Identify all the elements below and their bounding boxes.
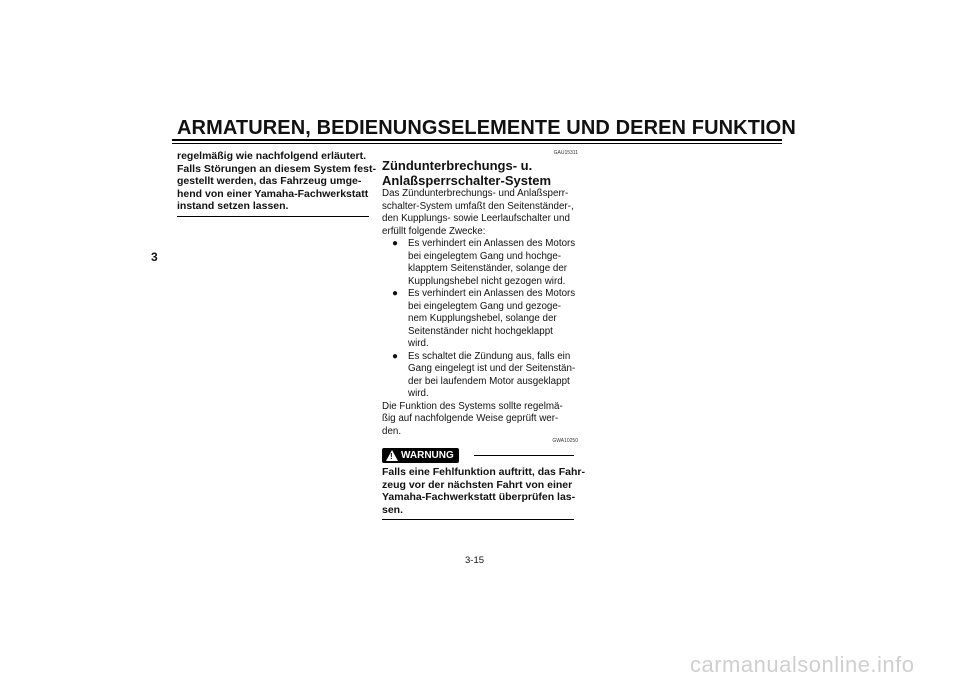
body-line: Kupplungshebel nicht gezogen wird.: [408, 275, 566, 287]
body-line: nem Kupplungshebel, solange der: [408, 313, 557, 324]
bullet-dot-icon: ●: [392, 350, 399, 362]
left-text-line: regelmäßig wie nachfolgend erläutert.: [177, 150, 367, 162]
body-line: Seitenständer nicht hochgeklappt: [408, 325, 553, 337]
left-text-line: gestellt werden, das Fahrzeug umge-: [177, 175, 362, 188]
right-column: [382, 150, 586, 520]
bullet-item: [382, 351, 578, 401]
body-line: Die Funktion des Systems sollte regelmä-: [382, 400, 563, 412]
body-line: ßig auf nachfolgende Weise geprüft wer-: [382, 413, 559, 424]
left-text-line: instand setzen lassen.: [177, 200, 289, 213]
section-heading-line: Zündunterbrechungs- u.: [382, 158, 533, 173]
left-column-rule: [177, 216, 369, 217]
body-line: klapptem Seitenständer, solange der: [408, 263, 568, 274]
warning-label: WARNUNG: [401, 450, 454, 461]
left-text-line: hend von einer Yamaha-Fachwerkstatt: [177, 187, 369, 200]
bullet-dot-icon: ●: [392, 288, 399, 299]
body-line: wird.: [408, 388, 429, 399]
warning-header-rule: [474, 455, 574, 456]
body-line: bei eingelegtem Gang und gezoge-: [408, 300, 562, 312]
bullet-item: [382, 288, 578, 351]
body-line: Es verhindert ein Anlassen des Motors: [408, 238, 576, 249]
body-line: bei eingelegtem Gang und hochge-: [408, 250, 562, 262]
body-line: Das Zündunterbrechungs- und Anlaßsperr-: [382, 188, 569, 199]
section-heading-line: Anlaßsperrschalter-System: [382, 172, 552, 188]
body-line: erfüllt folgende Zwecke:: [382, 225, 486, 237]
page-number: 3-15: [465, 555, 485, 566]
body-line: den.: [382, 425, 402, 437]
title-rule-thick: [172, 139, 782, 141]
body-line: schalter-System umfaßt den Seitenständer-,: [382, 200, 574, 212]
warning-text: [382, 466, 586, 516]
warning-exclamation-icon: !: [390, 452, 393, 461]
body-line: den Kupplungs- sowie Leerlaufschalter und: [382, 213, 570, 224]
left-column: [177, 150, 376, 213]
left-text-line: Falls Störungen an diesem System fest-: [177, 162, 376, 175]
warning-line: sen.: [382, 503, 404, 516]
warning-line: Falls eine Fehlfunktion auftritt, das Fahr-: [382, 466, 586, 478]
warning-badge: [382, 448, 459, 463]
warning-bottom-rule: [382, 519, 574, 520]
bullet-dot-icon: ●: [392, 238, 399, 249]
body-line: der bei laufendem Motor ausgeklappt: [408, 375, 570, 387]
warning-header: [382, 448, 578, 466]
bullet-list: [382, 238, 578, 401]
warning-code: GWA10250: [552, 438, 578, 444]
section-code: GAU15311: [553, 150, 578, 156]
body-line: wird.: [408, 338, 429, 349]
intro-paragraph: [382, 188, 578, 238]
page-title: ARMATUREN, BEDIENUNGSELEMENTE UND DEREN FUNKTION: [177, 117, 796, 139]
watermark: carmanualsonline.info: [690, 652, 915, 677]
body-line: Es verhindert ein Anlassen des Motors: [408, 288, 576, 299]
title-rule-thin: [172, 143, 782, 144]
body-line: Gang eingelegt ist und der Seitenstän-: [408, 363, 576, 374]
warning-line: zeug vor der nächsten Fahrt von einer: [382, 478, 573, 491]
chapter-tab: 3: [151, 250, 158, 264]
section-heading: [382, 159, 578, 188]
closing-paragraph: [382, 401, 578, 439]
body-line: Es schaltet die Zündung aus, falls ein: [408, 350, 571, 362]
bullet-item: [382, 238, 578, 288]
warning-line: Yamaha-Fachwerkstatt überprüfen las-: [382, 491, 576, 504]
